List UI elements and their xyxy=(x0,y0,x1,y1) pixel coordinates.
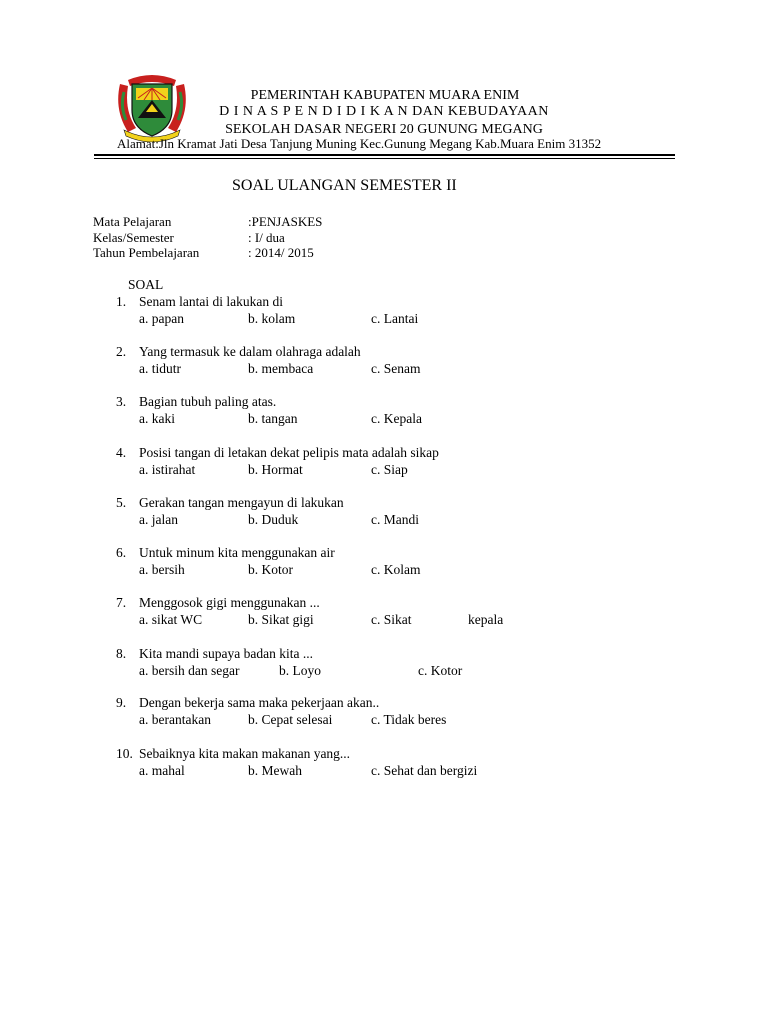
option-a: a. berantakan xyxy=(139,712,211,727)
header-department xyxy=(0,103,768,121)
header-divider-thin xyxy=(94,158,675,159)
option-c: c. Kolam xyxy=(371,562,421,577)
question-number: 4. xyxy=(116,445,127,460)
option-b: b. Duduk xyxy=(248,512,299,527)
option-b: b. Sikat gigi xyxy=(248,612,314,627)
question-text: Bagian tubuh paling atas. xyxy=(139,394,277,409)
question-item xyxy=(116,595,676,635)
option-b: b. kolam xyxy=(248,311,296,326)
option-a: a. papan xyxy=(139,311,184,326)
option-b: b. membaca xyxy=(248,361,314,376)
question-number: 10. xyxy=(116,746,133,761)
header-line-1: PEMERINTAH KABUPATEN MUARA ENIM xyxy=(250,88,520,103)
meta-key: Mata Pelajaran xyxy=(93,214,172,229)
question-item xyxy=(116,394,676,434)
meta-key: Kelas/Semester xyxy=(93,230,174,245)
option-c: c. Sehat dan bergizi xyxy=(371,763,478,778)
meta-key: Tahun Pembelajaran xyxy=(93,245,200,260)
header-line-3: SEKOLAH DASAR NEGERI 20 GUNUNG MEGANG xyxy=(225,122,543,137)
option-c: c. Siap xyxy=(371,462,408,477)
question-text: Untuk minum kita menggunakan air xyxy=(139,545,335,560)
option-a: a. sikat WC xyxy=(139,612,203,627)
question-number: 6. xyxy=(116,545,127,560)
option-a: a. kaki xyxy=(139,411,175,426)
option-b: b. Hormat xyxy=(248,462,303,477)
question-item xyxy=(116,746,676,786)
question-item xyxy=(116,294,676,334)
question-number: 1. xyxy=(116,294,127,309)
question-text: Gerakan tangan mengayun di lakukan xyxy=(139,495,344,510)
option-b: b. tangan xyxy=(248,411,298,426)
question-number: 9. xyxy=(116,695,127,710)
option-a: a. tidutr xyxy=(139,361,181,376)
meta-value: :PENJASKES xyxy=(248,214,323,229)
option-c: c. Kepala xyxy=(371,411,422,426)
meta-value: : 2014/ 2015 xyxy=(248,245,314,260)
option-c: c. Sikat xyxy=(371,612,412,627)
question-text: Yang termasuk ke dalam olahraga adalah xyxy=(139,344,361,359)
question-number: 5. xyxy=(116,495,127,510)
option-c: c. Kotor xyxy=(418,663,463,678)
header-divider-thick xyxy=(94,154,675,156)
option-a: a. mahal xyxy=(139,763,185,778)
question-item xyxy=(116,495,676,535)
option-a: a. bersih xyxy=(139,562,185,577)
question-text: Dengan bekerja sama maka pekerjaan akan.. xyxy=(139,695,380,710)
question-item xyxy=(116,445,676,485)
question-text: Sebaiknya kita makan makanan yang... xyxy=(139,746,351,761)
question-number: 2. xyxy=(116,344,127,359)
exam-title: SOAL ULANGAN SEMESTER II xyxy=(232,177,457,194)
option-a: a. istirahat xyxy=(139,462,196,477)
question-text: Kita mandi supaya badan kita ... xyxy=(139,646,313,661)
header-line-2: D I N A S P E N D I D I K A N DAN KEBUDAYAAN xyxy=(219,104,549,119)
meta-value: : I/ dua xyxy=(248,230,285,245)
soal-heading: SOAL xyxy=(128,277,164,292)
option-b: b. Mewah xyxy=(248,763,302,778)
option-b: b. Kotor xyxy=(248,562,293,577)
option-a: a. bersih dan segar xyxy=(139,663,240,678)
question-text: Menggosok gigi menggunakan ... xyxy=(139,595,320,610)
option-c: c. Lantai xyxy=(371,311,419,326)
option-c: c. Senam xyxy=(371,361,421,376)
option-c-continued: kepala xyxy=(468,612,504,627)
question-number: 7. xyxy=(116,595,127,610)
question-number: 3. xyxy=(116,394,127,409)
option-c: c. Mandi xyxy=(371,512,419,527)
option-b: b. Loyo xyxy=(279,663,321,678)
question-number: 8. xyxy=(116,646,127,661)
option-b: b. Cepat selesai xyxy=(248,712,333,727)
school-address: Alamat:Jln Kramat Jati Desa Tanjung Muning Kec.Gunung Megang Kab.Muara Enim 31352 xyxy=(117,136,602,151)
option-a: a. jalan xyxy=(139,512,178,527)
question-item xyxy=(116,646,676,686)
option-c: c. Tidak beres xyxy=(371,712,447,727)
question-item xyxy=(116,695,676,735)
question-item xyxy=(116,344,676,384)
question-text: Posisi tangan di letakan dekat pelipis mata adalah sikap xyxy=(139,445,439,460)
question-item xyxy=(116,545,676,585)
question-text: Senam lantai di lakukan di xyxy=(139,294,283,309)
